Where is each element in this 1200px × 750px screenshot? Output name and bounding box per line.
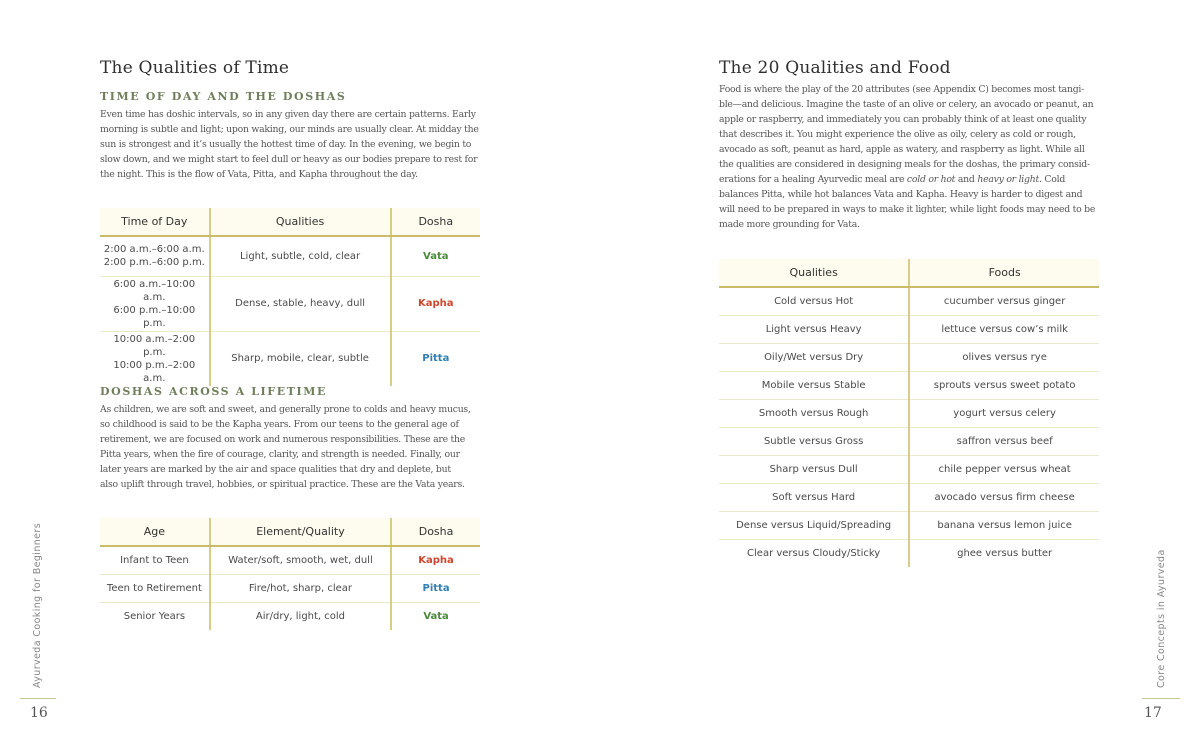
paragraph-line: balances Pitta, while hot balances Vata and Kapha. Heavy is harder to digest and xyxy=(719,189,1083,200)
table-row xyxy=(719,455,1099,483)
age-cell: Senior Years xyxy=(100,602,210,630)
quality-cell: Clear versus Cloudy/Sticky xyxy=(719,539,909,567)
quality-cell: Dense versus Liquid/Spreading xyxy=(719,511,909,539)
paragraph-line: made more grounding for Vata. xyxy=(719,219,860,230)
paragraph-line: will need to be prepared in ways to make it lighter, while light foods may need to be xyxy=(719,204,1096,215)
food-cell: ghee versus butter xyxy=(957,547,1053,559)
paragraph-line: that describes it. You might experience the olive as oily, celery as cold or rough, xyxy=(719,129,1076,140)
element-cell: Fire/hot, sharp, clear xyxy=(210,574,391,602)
section-heading-time-of-day: TIME OF DAY AND THE DOSHAS xyxy=(100,90,347,103)
food-cell: avocado versus firm cheese xyxy=(909,483,1099,511)
time-range-pm: 2:00 p.m.–6:00 p.m. xyxy=(103,257,205,269)
page-title: The 20 Qualities and Food xyxy=(719,58,951,78)
food-cell: chile pepper versus wheat xyxy=(909,455,1099,483)
column-header: Age xyxy=(100,518,210,546)
table-row xyxy=(719,483,1099,511)
table-row xyxy=(719,315,1099,343)
dosha-cell: Pitta xyxy=(391,574,480,602)
lifetime-paragraph xyxy=(100,402,485,492)
quality-cell: Soft versus Hard xyxy=(719,483,909,511)
table-row xyxy=(719,511,1099,539)
paragraph-line: so childhood is said to be the Kapha years. From our teens to the general age of xyxy=(100,419,459,430)
column-header: Element/Quality xyxy=(210,518,391,546)
italic-term: heavy or light xyxy=(977,174,1039,185)
column-header: Dosha xyxy=(391,518,480,546)
time-cell xyxy=(100,236,210,276)
time-of-day-table xyxy=(100,208,480,386)
paragraph-line: also uplift through travel, hobbies, or spiritual practice. These are the Vata years. xyxy=(100,479,465,490)
column-header: Time of Day xyxy=(100,208,210,236)
text-run: . Cold xyxy=(1038,174,1066,185)
running-head-right: Core Concepts in Ayurveda xyxy=(1156,549,1167,688)
column-header: Qualities xyxy=(210,208,391,236)
food-cell: yogurt versus celery xyxy=(909,399,1099,427)
quality-cell: Sharp versus Dull xyxy=(719,455,909,483)
paragraph-line: the night. This is the flow of Vata, Pitta, and Kapha throughout the day. xyxy=(100,169,418,180)
dosha-cell: Pitta xyxy=(422,353,450,364)
qualities-foods-table xyxy=(719,259,1099,567)
quality-cell: Mobile versus Stable xyxy=(719,371,909,399)
column-header: Dosha xyxy=(391,208,480,236)
food-cell: sprouts versus sweet potato xyxy=(909,371,1099,399)
table-row xyxy=(100,546,480,574)
time-range-am: 2:00 a.m.–6:00 a.m. xyxy=(103,244,205,256)
age-cell: Infant to Teen xyxy=(100,546,210,574)
dosha-cell: Kapha xyxy=(391,546,480,574)
table-row xyxy=(719,399,1099,427)
food-cell: cucumber versus ginger xyxy=(909,287,1099,315)
text-run: and xyxy=(955,174,978,185)
food-cell: olives versus rye xyxy=(909,343,1099,371)
table-row xyxy=(719,287,1099,315)
page-number-left: 16 xyxy=(30,705,48,721)
folio-rule xyxy=(1142,698,1180,699)
section-heading-lifetime: DOSHAS ACROSS A LIFETIME xyxy=(100,385,327,398)
food-cell: lettuce versus cow’s milk xyxy=(909,315,1099,343)
quality-cell: Cold versus Hot xyxy=(719,287,909,315)
paragraph-line: morning is subtle and light; upon waking, our minds are usually clear. At midday the xyxy=(100,124,479,135)
food-cell: saffron versus beef xyxy=(909,427,1099,455)
right-page xyxy=(600,0,1200,750)
qualities-cell: Sharp, mobile, clear, subtle xyxy=(210,331,391,386)
qualities-food-paragraph xyxy=(719,82,1104,232)
paragraph-line: slow down, and we might start to feel dull or heavy as our bodies prepare to rest for xyxy=(100,154,478,165)
dosha-cell: Vata xyxy=(423,610,449,622)
dosha-cell: Kapha xyxy=(391,276,480,331)
quality-cell: Oily/Wet versus Dry xyxy=(719,343,909,371)
paragraph-line: later years are marked by the air and space qualities that dry and deplete, but xyxy=(100,464,451,475)
paragraph-line: Pitta years, when the fire of courage, clarity, and strength is needed. Finally, our xyxy=(100,449,460,460)
table-row xyxy=(719,343,1099,371)
time-range-am: 10:00 a.m.–2:00 p.m. xyxy=(113,333,196,358)
table-row xyxy=(100,331,480,386)
age-cell: Teen to Retirement xyxy=(100,574,210,602)
element-cell: Water/soft, smooth, wet, dull xyxy=(210,546,391,574)
time-range-pm: 10:00 p.m.–2:00 a.m. xyxy=(113,359,196,384)
dosha-cell: Vata xyxy=(391,236,480,276)
paragraph-line: the qualities are considered in designing meals for the doshas, the primary consid- xyxy=(719,159,1090,170)
quality-cell: Smooth versus Rough xyxy=(719,399,909,427)
italic-term: cold or hot xyxy=(906,174,956,185)
table-row xyxy=(100,276,480,331)
page-number-right: 17 xyxy=(1144,705,1162,721)
paragraph-line xyxy=(719,174,1065,185)
time-range-pm: 6:00 p.m.–10:00 p.m. xyxy=(113,304,196,329)
paragraph-line: retirement, we are focused on work and numerous responsibilities. These are the xyxy=(100,434,466,445)
paragraph-line: apple or raspberry, and immediately you can probably think of at least one quality xyxy=(719,114,1087,125)
table-row xyxy=(719,427,1099,455)
time-cell xyxy=(100,276,210,331)
column-header: Foods xyxy=(909,259,1099,287)
food-cell: banana versus lemon juice xyxy=(909,511,1099,539)
text-run: erations for a healing Ayurvedic meal are xyxy=(719,174,907,185)
qualities-cell: Dense, stable, heavy, dull xyxy=(210,276,391,331)
time-cell xyxy=(100,331,210,386)
table-row xyxy=(719,539,1099,567)
table-row xyxy=(100,602,480,630)
time-of-day-paragraph xyxy=(100,107,485,182)
folio-rule xyxy=(20,698,56,699)
paragraph-line: ble—and delicious. Imagine the taste of an olive or celery, an avocado or peanut, an xyxy=(719,99,1094,110)
paragraph-line: Even time has doshic intervals, so in any given day there are certain patterns. Early xyxy=(100,109,476,120)
time-range-am: 6:00 a.m.–10:00 a.m. xyxy=(113,278,196,303)
column-header: Qualities xyxy=(719,259,909,287)
paragraph-line: As children, we are soft and sweet, and generally prone to colds and heavy mucus, xyxy=(100,404,471,415)
paragraph-line: sun is strongest and it’s usually the hottest time of day. In the evening, we begin to xyxy=(100,139,472,150)
table-row xyxy=(719,371,1099,399)
table-row xyxy=(100,574,480,602)
running-head-left: Ayurveda Cooking for Beginners xyxy=(32,522,43,688)
table-row xyxy=(100,236,480,276)
page-title: The Qualities of Time xyxy=(100,58,290,78)
lifetime-table xyxy=(100,518,480,630)
paragraph-line: Food is where the play of the 20 attributes (see Appendix C) becomes most tangi- xyxy=(719,84,1085,95)
quality-cell: Light versus Heavy xyxy=(719,315,909,343)
qualities-cell: Light, subtle, cold, clear xyxy=(210,236,391,276)
paragraph-line: avocado as soft, peanut as hard, apple as watery, and raspberry as light. While all xyxy=(719,144,1085,155)
element-cell: Air/dry, light, cold xyxy=(210,602,391,630)
quality-cell: Subtle versus Gross xyxy=(719,427,909,455)
